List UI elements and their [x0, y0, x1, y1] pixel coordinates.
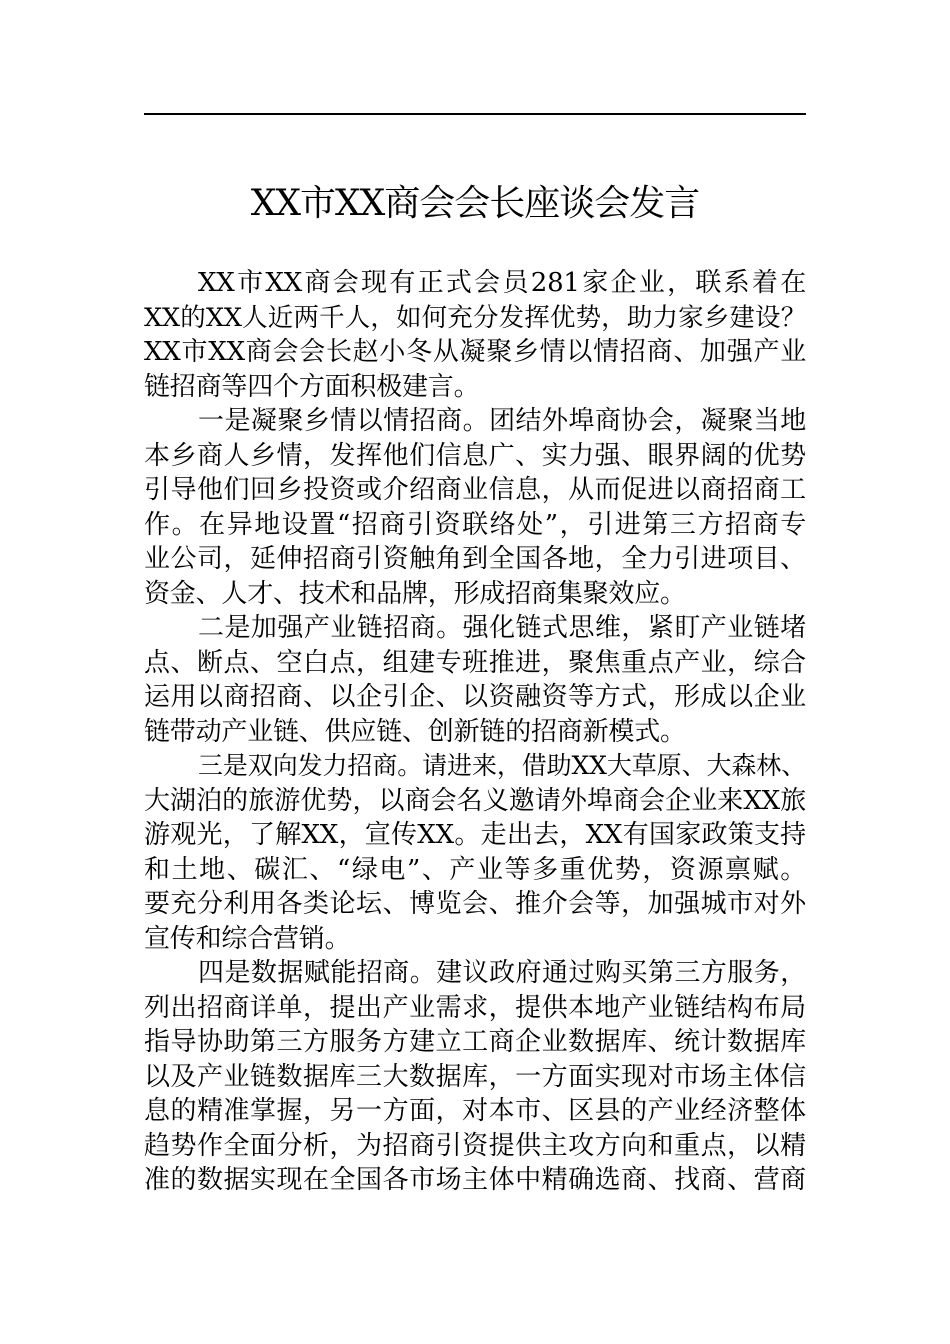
- text-line: 三是双向发力招商。请进来，借助XX大草原、大森林、: [198, 751, 806, 780]
- paragraph-point-1: [144, 404, 806, 611]
- text-line: 资金、人才、技术和品牌，形成招商集聚效应。: [144, 578, 686, 609]
- text-line: 运用以商招商、以企引企、以资融资等方式，形成以企业: [144, 682, 806, 712]
- text-line: 二是加强产业链招商。强化链式思维，紧盯产业链堵: [198, 613, 806, 643]
- text-line: 准的数据实现在全国各市场主体中精确选商、找商、营商: [144, 1165, 806, 1195]
- text-line: XX市XX商会会长赵小冬从凝聚乡情以情招商、加强产业: [144, 337, 806, 367]
- text-line: 宣传和综合营销。: [144, 923, 351, 954]
- text-line: 息的精准掌握，另一方面，对本市、区县的产业经济整体: [144, 1096, 806, 1126]
- text-line: 业公司，延伸招商引资触角到全国各地，全力引进项目、: [144, 544, 806, 574]
- text-line: 本乡商人乡情，发挥他们信息广、实力强、眼界阔的优势: [144, 440, 806, 471]
- paragraph-point-2: [144, 611, 806, 749]
- text-line: 引导他们回乡投资或介绍商业信息，从而促进以商招商工: [144, 475, 806, 505]
- text-line: 点、断点、空白点，组建专班推进，聚焦重点产业，综合: [144, 647, 806, 678]
- text-line: 大湖泊的旅游优势，以商会名义邀请外埠商会企业来XX旅: [144, 785, 806, 816]
- paragraph-intro: [144, 266, 806, 404]
- text-line: 作。在异地设置“招商引资联络处”，引进第三方招商专: [144, 509, 806, 540]
- text-line: XX的XX人近两千人，如何充分发挥优势，助力家乡建设？: [144, 302, 806, 333]
- text-line: 以及产业链数据库三大数据库，一方面实现对市场主体信: [144, 1061, 806, 1092]
- text-line: 四是数据赋能招商。建议政府通过购买第三方服务，: [198, 958, 806, 988]
- text-line: 指导协助第三方服务方建立工商企业数据库、统计数据库: [144, 1027, 806, 1057]
- text-line: 游观光，了解XX，宣传XX。走出去，XX有国家政策支持: [144, 820, 806, 850]
- text-line: 列出招商详单，提出产业需求，提供本地产业链结构布局: [144, 992, 806, 1023]
- text-line: 和土地、碳汇、“绿电”、产业等多重优势，资源禀赋。: [144, 854, 806, 885]
- header-rule: [144, 113, 806, 115]
- text-line: 趋势作全面分析，为招商引资提供主攻方向和重点，以精: [144, 1130, 806, 1161]
- text-line: XX市XX商会现有正式会员281家企业，联系着在: [198, 268, 806, 298]
- text-line: 要充分利用各类论坛、博览会、推介会等，加强城市对外: [144, 889, 806, 919]
- paragraph-point-3: [144, 749, 806, 956]
- text-line: 链招商等四个方面积极建言。: [144, 371, 480, 402]
- text-line: 一是凝聚乡情以情招商。团结外埠商协会，凝聚当地: [198, 406, 806, 436]
- paragraph-point-4: [144, 956, 806, 1198]
- document-title: XX市XX商会会长座谈会发言: [250, 183, 700, 224]
- text-line: 链带动产业链、供应链、创新链的招商新模式。: [144, 716, 686, 747]
- document-body: [144, 266, 806, 1198]
